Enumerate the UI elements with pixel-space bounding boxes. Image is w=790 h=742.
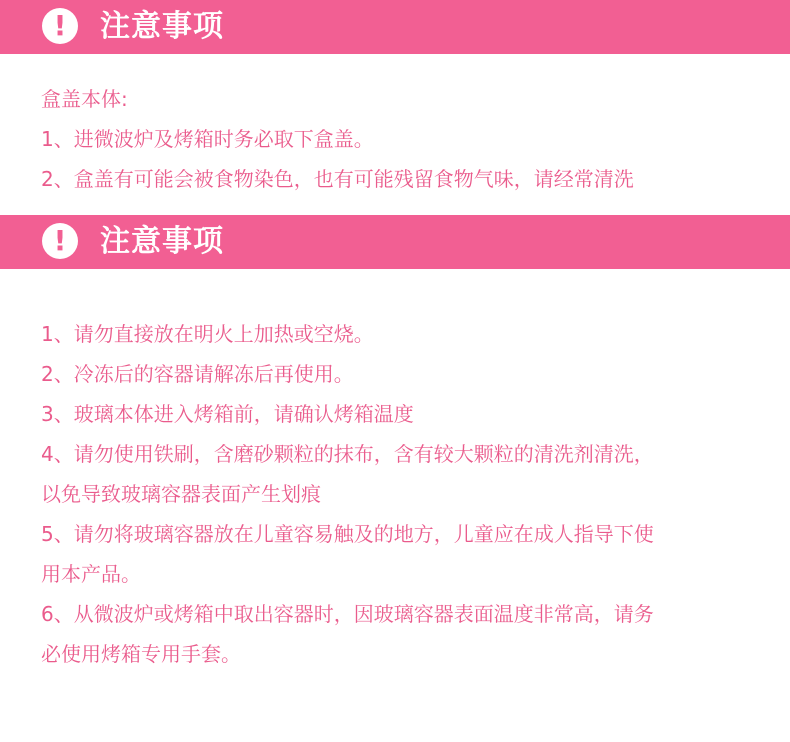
banner-title: 注意事项: [100, 9, 224, 44]
notice-section-1: [41, 79, 782, 199]
list-item: 3、玻璃本体进入烤箱前，请确认烤箱温度: [41, 402, 414, 426]
list-item: 6、从微波炉或烤箱中取出容器时，因玻璃容器表面温度非常高，请务: [41, 602, 654, 626]
list-item: 2、盒盖有可能会被食物染色，也有可能残留食物气味，请经常清洗: [41, 167, 634, 191]
list-item: 以免导致玻璃容器表面产生划痕: [41, 482, 321, 506]
notice-banner-1: [0, 0, 790, 54]
list-item: 5、请勿将玻璃容器放在儿童容易触及的地方，儿童应在成人指导下使: [41, 522, 654, 546]
banner-title: 注意事项: [100, 224, 224, 259]
exclamation-icon: !: [42, 8, 78, 44]
exclamation-icon: !: [42, 223, 78, 259]
list-item: 盒盖本体:: [41, 87, 128, 111]
notice-banner-2: [0, 215, 790, 269]
list-item: 1、请勿直接放在明火上加热或空烧。: [41, 322, 374, 346]
list-item: 用本产品。: [41, 562, 141, 586]
list-item: 1、进微波炉及烤箱时务必取下盒盖。: [41, 127, 374, 151]
list-item: 必使用烤箱专用手套。: [41, 642, 241, 666]
list-item: 4、请勿使用铁刷，含磨砂颗粒的抹布，含有较大颗粒的清洗剂清洗，: [41, 442, 654, 466]
notice-section-2: [41, 314, 782, 674]
list-item: 2、冷冻后的容器请解冻后再使用。: [41, 362, 354, 386]
